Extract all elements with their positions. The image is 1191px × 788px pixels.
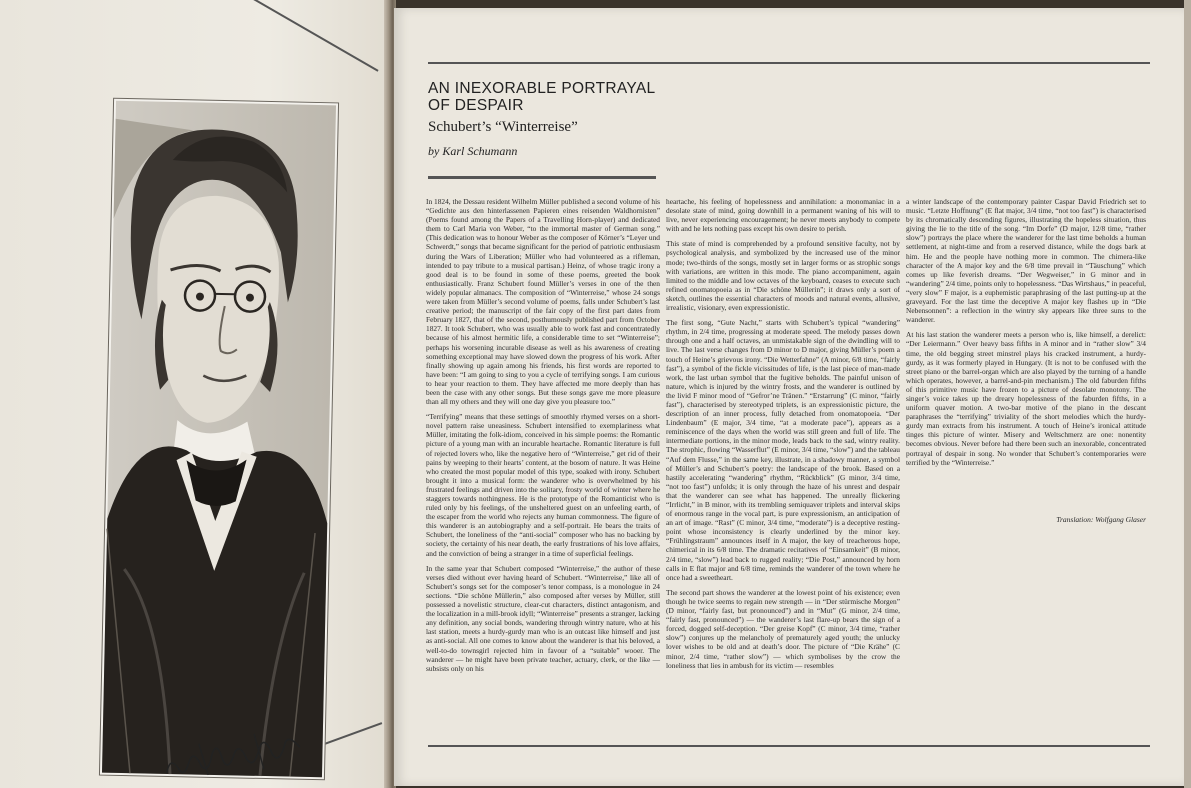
- text-column-2: [666, 197, 900, 676]
- decorative-rule: [239, 0, 378, 71]
- paragraph: This state of mind is comprehended by a profound sensitive faculty, not by psychological analysis, and symbolized by the increased use of the minor mode; two-thirds of the songs, mostly set in larger forms or as strophic songs with variations, are written in this mode. The piano accompaniment, again limited to the middle and low octaves of the keyboard, ceases to execute such refined onomatopoeia as in “Die schöne Müllerin”; it draws only a sort of sketch, outlines the essential characters of moods and natural events, allusive, irrealistic, visionary, even expressionistic.: [666, 239, 900, 313]
- left-page: [0, 0, 384, 788]
- paragraph: In 1824, the Dessau resident Wilhelm Müller published a second volume of his “Gedichte aus den hinterlassenen Papieren eines reisenden Waldhornisten” (Poems found among the Papers of a Travelling Horn-player) and dedicated them to Carl Maria von Weber, “to the immortal master of German song.” (This dedication was to honour Weber as the composer of Körner’s “Leyer und Schwerdt,” songs that became significant for the period of patriotic enthusiasm during the Wars of Liberation; Müller who had volunteered as a rifleman, intended to pay tribute to a musical partisan.) Heinz, of whose tragic irony a good deal is to be found in some of these poems, greeted the book enthusiastically. Franz Schubert found Müller’s verses in one of the then widely popular almanacs. The composition of “Winterreise,” whose 24 songs were taken from Müller’s second volume of poems, falls under Schubert’s last creative period; the manuscript of the fair copy of the first part dates from February 1827, that of the second, posthumously published part from October 1827. It took Schubert, who was usually able to work fast and concentratedly because of his almost hermitic life, a considerable time to set “Winterreise”; perhaps his worsening incurable disease as well as his awareness of creating something exceptional may have slowed down the progress of his work. After finally showing up again among his friends, his first words are reported to have been: “I am going to sing to you a cycle of terrifying songs. I am curious to hear your reaction to them. They have affected me more deeply than has been the case with any other songs. But these songs gave me more pleasure than all my others and they will one day give you pleasure too.”: [426, 197, 660, 407]
- paragraph: The second part shows the wanderer at the lowest point of his existence; even though he twice seems to regain new strength — in “Der stürmische Morgen” (D minor, “fairly fast, but pronounced”) and in “Mut” (G minor, 2/4 time, “fairly fast, pronounced”) — the wanderer’s last flare-up bears the sign of a forced, dogged self-deception. “Der greise Kopf” (C minor, 3/4 time, “rather slow”) conjures up the melancholy of prematurely aged youth; the unlucky lover wishes to be old and at death’s door. The picture of “Die Krähe” (C minor, 2/4 time, “rather slow”) — which symbolises by the crow the loneliness that lies in ambush for its victim — resembles: [666, 587, 900, 670]
- schubert-portrait: [99, 98, 339, 781]
- paragraph: The first song, “Gute Nacht,” starts with Schubert’s typical “wandering” rhythm, in 2/4 time, progressing at moderate speed. The melody passes down through one and a half octaves, an unmistakable sign of the dwindling will to live. The last verse changes from D minor to D major, giving Müller’s poem a touch of Heine’s grievous irony. “Die Wetterfahne” (A minor, 6/8 time, “fairly fast”), a symbol of the fickle vicissitudes of life, is the last piece of man-made work, the last urban symbol that the fugitive beholds. The painful unison of nature, which is injured by the wintry frosts, and the wanderer is outlined by the livid F minor mood of “Gefror’ne Tränen.” “Erstarrung” (C minor, “fairly fast”), characterised by stereotyped triplets, is an expressionistic picture, the description of an inner process, fully detached from onomatopoeia. “Der Lindenbaum” (E major, 3/4 time, “at a moderate pace”), appears as a reminiscence of the days when the world was still green and full of life. The intermediate portions, in the minor mode, leads back to the sad, wintry reality. The strophic, flowing “Wasserflut” (E minor, 3/4 time, “slow”) and the tableau “Auf dem Flusse,” in the same key, illustrate, in a shadowy manner, a symbol of Müller’s and Schubert’s poetry: the landscape of the brook. Based on a hastily accelerating “wandering” rhythm, “Rückblick” (G minor, 3/4 time, “not too fast”) unfolds; it is only through the haze of his unrest and despair that the wanderer can see what has happened. The unreally flickering “Irrlicht,” in B minor, with its trembling semiquaver triplets and interval skips of enormous range in the vocal part, is pure expressionism, an anticipation of an art of image. “Rast” (C minor, 3/4 time, “moderate”) is a deceptive resting-point whose inconsistency is clearly underlined by the minor key. “Frühlingstraum” announces itself in A major, the key of treacherous hope, chimerical in its 6/8 time. The dramatic recitatives of “Einsamkeit” (B minor, 2/4 time, “slow”) lead back to rugged reality; “Die Post,” announced by horn calls in E flat major and 6/8 time, reminds the wanderer of the town where he once had a sweetheart.: [666, 318, 900, 582]
- text-column-1: [426, 197, 660, 679]
- translation-credit: Translation: Wolfgang Glaser: [1056, 515, 1146, 524]
- title-line-2: OF DESPAIR: [428, 97, 524, 114]
- paragraph: heartache, his feeling of hopelessness and annihilation: a monomaniac in a desolate state of mind, going downhill in a permanent waning of his will to live, never experiencing encouragement; he never meets anybody to compete with and he lets nothing pass except his own desire to perish.: [666, 197, 900, 234]
- right-page: [394, 8, 1184, 786]
- bottom-rule: [428, 745, 1150, 747]
- portrait-engraving: [100, 99, 338, 780]
- paragraph: At his last station the wanderer meets a person who is, like himself, a derelict: “Der Leiermann.” Over heavy bass fifths in A minor and in “rather slow” 3/4 time, the old begging street minstrel plays his cracked instrument, a hurdy-gurdy, as it was formerly played in Hungary. (It is not to be confused with the street piano or the barrel-organ which are also played by the turning of a handle which operates, however, a barrel-and-pin mechanism.) The old faburden fifths of this primitive music have frozen to a picture of desolate monotony. The singer’s voice takes up the dreary hopelessness of the faburden fifths, in a uniform quaver motion. A two-bar motive of the piano in the descant paraphrases the “terrifying” triviality of the short melodies which the hurdy-gurdy man extracts from his instrument. A touch of Heine’s ironical attitude tinges this picture of winter. Misery and Weltschmerz are one: nonentity becomes obvious. Never before had there been such an inexorable, concentrated portrayal of despair in song. No wonder that Schubert’s contemporaries were terrified by the “Winterreise.”: [906, 330, 1146, 467]
- article-title: [428, 80, 728, 114]
- top-rule: [428, 62, 1150, 64]
- text-column-3: [906, 197, 1146, 473]
- paragraph: a winter landscape of the contemporary painter Caspar David Friedrich set to music. “Letzte Hoffnung” (E flat major, 3/4 time, “not too fast”) is characterised by its chromatically descending figures, illustrating the hopeless situation, thus giving the lie to the title of the song. “Im Dorfe” (D major, 12/8 time, “rather slow”) portrays the place where the wanderer for the last time beholds a human settlement, at night-time and from a reserved distance, while the dogs bark at him. He and the people have nothing more in common. The chimera-like character of the A major key and the 6/8 time prevail in “Täuschung” which comes up like feverish dreams. “Der Wegweiser,” in G minor and in “wandering” 2/4 time, points only to hopelessness. “Das Wirtshaus,” in peaceful, “very slow” F major, is a euphemistic paraphrasing of the last putting-up at the graveyard. For the last time the deceptive A major key flashes up in “Die Nebensonnen”: a reflection in the wintry sky appears like three suns to the wanderer.: [906, 197, 1146, 325]
- article-subtitle: Schubert’s “Winterreise”: [428, 119, 578, 135]
- header-rule: [428, 176, 656, 179]
- paragraph: In the same year that Schubert composed “Winterreise,” the author of these verses died without ever having heard of Schubert. “Winterreise,” like all of Schubert’s songs set for the composer’s tenor compass, is a monologue in 24 sections. “Die schöne Müllerin,” also composed after verses by Müller, still possessed a novelistic structure, clear-cut characters, distinct antagonism, and the localization in a mill-brook idyll; “Winterreise” presents a stranger, lacking any definition, any social bonds, wandering through wintry nature, who at his last station, meets a hurdy-gurdy man who is an outcast like himself and just as anti-social. All one comes to know about the wanderer is that his beloved, a well-to-do townsgirl rejected him in favour of a “suitable” wooer. The wanderer — he might have been private teacher, actuary, clerk, or the like — subsists only on his: [426, 563, 660, 673]
- article-author: by Karl Schumann: [428, 144, 518, 158]
- paragraph: “Terrifying” means that these settings of smoothly rhymed verses on a short-novel pattern raise uneasiness. Schubert intensified to exemplariness what Müller, imitating the folk-idiom, conceived in his simple poems: the Romantic picture of a young man with an incurable heartache. Romantic literature is full of rejected lovers who, like the negative hero of “Winterreise,” get rid of their pains by weeping to their hearts’ content, at the bosom of nature. It was Heine who created the most popular model of this type, soaked with irony. Schubert brought it into a musical form: the wanderer who is overwhelmed by his frustrated feelings and driven into the solitary, frosty world of winter where he staggers towards nothingness. He is the prototype of the Romanticist who is ruled only by his feelings, of the unsheltered guest on an unfeeling earth, of the escaper from the world who rejects any human commonness. The figure of this wanderer is an autobiography and a self-portrait. He bears the traits of Schubert, the loneliness of the “anti-social” composer who has no backing by society, the certainty of his near death, the early frustrations of his love affairs, and the conviction of being a stranger in a time of superficial feelings.: [426, 412, 660, 558]
- title-line-1: AN INEXORABLE PORTRAYAL: [428, 80, 656, 97]
- page-edge: [1184, 0, 1191, 788]
